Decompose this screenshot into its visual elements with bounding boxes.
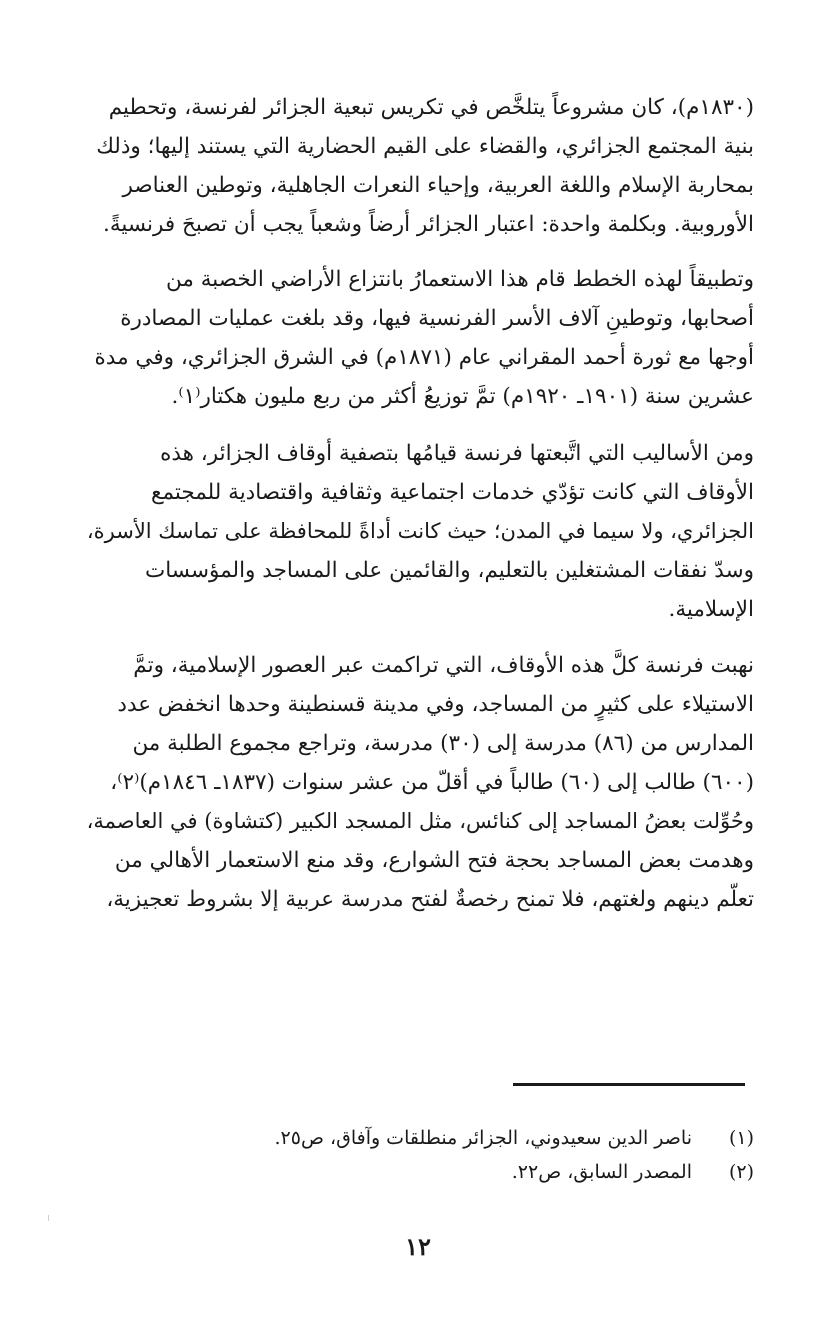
footnotes — [74, 1121, 754, 1189]
text-line: (٦٠٠) طالب إلى (٦٠) طالباً في أقلّ من عشر سنوات (١٨٣٧ـ ١٨٤٦م)⁽٢⁾، — [110, 770, 754, 795]
text-line: أصحابها، وتوطينِ آلاف الأسر الفرنسية فيها، وقد بلغت عمليات المصادرة — [120, 306, 754, 331]
text-line: بنية المجتمع الجزائري، والقضاء على القيم الحضارية التي يستند إليها؛ وذلك — [96, 134, 754, 159]
paragraph — [74, 88, 754, 244]
paragraph — [74, 434, 754, 629]
text-line: وهدمت بعض المساجد بحجة فتح الشوارع، وقد منع الاستعمار الأهالي من — [114, 848, 754, 873]
footnote-number: (٢) — [728, 1161, 754, 1183]
text-line: الأوقاف التي كانت تؤدّي خدمات اجتماعية وثقافية واقتصادية للمجتمع — [151, 480, 754, 505]
footnote-text: ناصر الدين سعيدوني، الجزائر منطلقات وآفاق، ص٢٥. — [274, 1127, 692, 1149]
footnote — [74, 1155, 754, 1189]
main-text — [74, 88, 754, 919]
text-line: الاستيلاء على كثيرٍ من المساجد، وفي مدينة قسنطينة وحدها انخفض عدد — [117, 692, 754, 717]
text-line: وسدّ نفقات المشتغلين بالتعليم، والقائمين على المساجد والمؤسسات — [145, 558, 754, 583]
text-line: المدارس من (٨٦) مدرسة إلى (٣٠) مدرسة، وتراجع مجموع الطلبة من — [132, 731, 754, 756]
text-line: الأوروبية. وبكلمة واحدة: اعتبار الجزائر أرضاً وشعباً يجب أن تصبحَ فرنسيةً. — [103, 212, 754, 237]
text-line: وتطبيقاً لهذه الخطط قام هذا الاستعمارُ بانتزاع الأراضي الخصبة من — [166, 267, 754, 292]
text-line: ومن الأساليب التي اتَّبعتها فرنسة قيامُها بتصفية أوقاف الجزائر، هذه — [160, 441, 754, 466]
text-line: نهبت فرنسة كلَّ هذه الأوقاف، التي تراكمت عبر العصور الإسلامية، وتمَّ — [133, 653, 754, 678]
footnote — [74, 1121, 754, 1155]
text-line: (١٨٣٠م)، كان مشروعاً يتلخَّص في تكريس تبعية الجزائر لفرنسة، وتحطيم — [108, 95, 754, 120]
footnote-number: (١) — [728, 1127, 754, 1149]
text-line: عشرين سنة (١٩٠١ـ ١٩٢٠م) تمَّ توزيعُ أكثر من ربع مليون هكتار⁽١⁾. — [171, 384, 754, 409]
paragraph — [74, 260, 754, 416]
text-line: تعلّم دينهم ولغتهم، فلا تمنح رخصةٌ لفتح مدرسة عربية إلا بشروط تعجيزية، — [106, 887, 754, 912]
text-line: وحُوِّلت بعضُ المساجد إلى كنائس، مثل المسجد الكبير (كتشاوة) في العاصمة، — [86, 809, 754, 833]
page-number: ١٢ — [405, 1232, 431, 1261]
text-line: أوجها مع ثورة أحمد المقراني عام (١٨٧١م) في الشرق الجزائري، وفي مدة — [94, 345, 754, 370]
text-line: الجزائري، ولا سيما في المدن؛ حيث كانت أداةً للمحافظة على تماسك الأسرة، — [86, 519, 754, 543]
footnote-text: المصدر السابق، ص٢٢. — [511, 1161, 692, 1183]
paragraph — [74, 646, 754, 919]
margin-mark — [48, 1215, 49, 1221]
text-line: بمحاربة الإسلام واللغة العربية، وإحياء النعرات الجاهلية، وتوطين العناصر — [122, 173, 754, 198]
text-line: الإسلامية. — [668, 597, 754, 622]
footnote-separator — [513, 1083, 745, 1086]
